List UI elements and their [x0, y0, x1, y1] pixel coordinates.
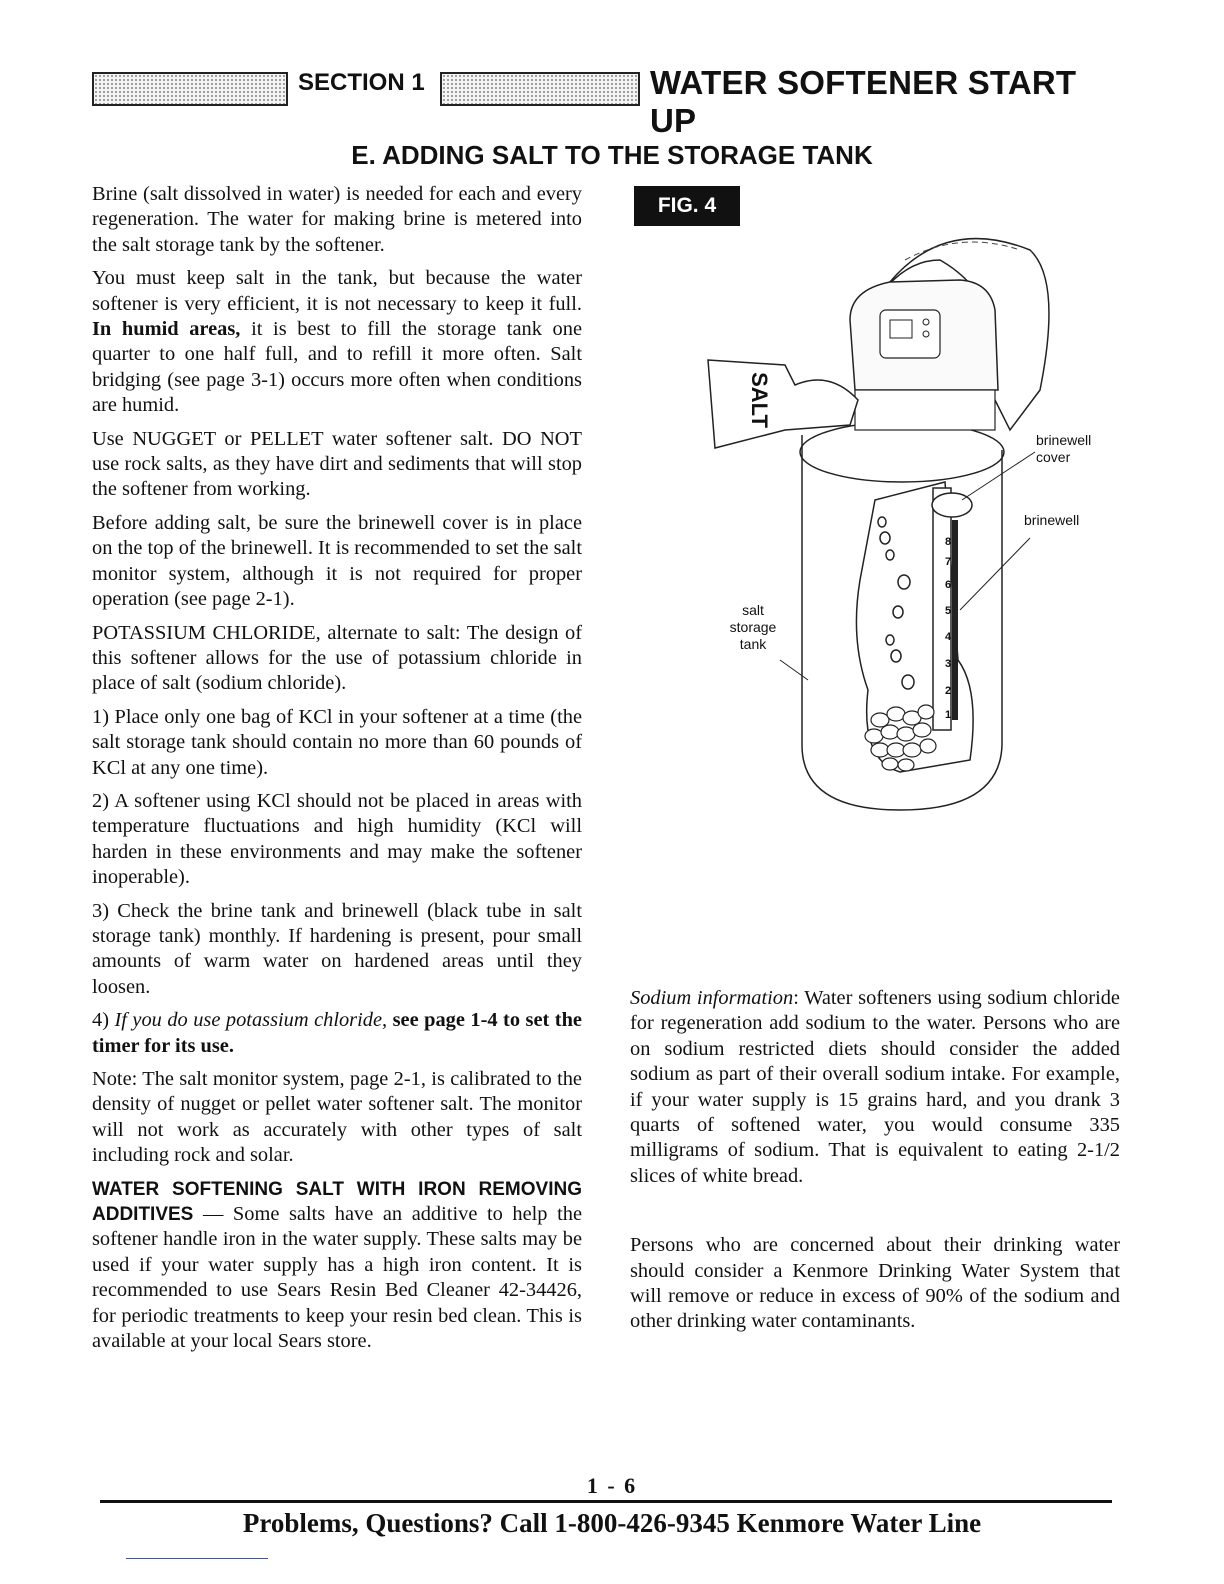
- section-label: SECTION 1: [298, 69, 425, 96]
- paragraph-kcl-step-2: 2) A softener using KCl should not be placed in areas with temperature fluctuations and high humidity (KCl will harden in these environments and may make the softener inoperable).: [92, 789, 582, 889]
- sodium-info-text: : Water softeners using sodium chloride for regeneration add sodium to the water. Persons who are on sodium restricted diets should consider the added sodium as part of their overall sodium intake. For example, if your water supply is 15 grains hard, and you drank 3 quarts of softened water, you would consume 335 milligrams of sodium. That is equivalent to eating 2-1/2 slices of white bread.: [630, 987, 1120, 1187]
- humid-areas-emphasis: In humid areas,: [92, 318, 241, 341]
- section-heading: E. ADDING SALT TO THE STORAGE TANK: [351, 140, 873, 170]
- scale-4: 4: [945, 631, 952, 643]
- paragraph-kcl-step-1: 1) Place only one bag of KCl in your softener at a time (the salt storage tank should contain no more than 60 pounds of KCl at any one time).: [92, 705, 582, 779]
- paragraph-kcl-step-4: [92, 1008, 582, 1059]
- paragraph-sodium-info: [630, 986, 1120, 1189]
- page-number: 1 - 6: [586, 1473, 638, 1498]
- left-column: [92, 182, 582, 1362]
- header-hatch-left: [92, 72, 288, 106]
- paragraph-brine: Brine (salt dissolved in water) is needed for each and every regeneration. The water for making brine is metered into the salt storage tank by the softener.: [92, 183, 582, 256]
- paragraph-kcl-step-3: 3) Check the brine tank and brinewell (black tube in salt storage tank) monthly. If hardening is present, pour small amounts of warm water on hardened areas until they loosen.: [92, 899, 582, 998]
- salt-bag-text: SALT: [747, 372, 772, 428]
- scale-7: 7: [945, 556, 952, 568]
- paragraph-brinewell-cover: Before adding salt, be sure the brinewell cover is in place on the top of the brinewell. It is recommended to set the salt monitor system, although it is not required for proper operation (see page 2-1).: [92, 511, 582, 611]
- scale-2: 2: [945, 685, 952, 697]
- scale-3: 3: [945, 658, 952, 670]
- scale-1: 1: [945, 709, 952, 721]
- keep-salt-text: You must keep salt in the tank, but because the water softener is very efficient, it is not necessary to keep it full.: [92, 267, 582, 315]
- label-brinewell: brinewell: [1024, 512, 1080, 528]
- right-column: [630, 986, 1120, 1343]
- label-brinewell-cover: brinewell cover: [1036, 432, 1092, 465]
- keep-salt-text-2: it is best to fill the storage tank one quarter to one half full, and to refill it more often. Salt bridging (see page 3-1) occurs more often when conditions are humid.: [92, 318, 582, 417]
- paragraph-salt-type: Use NUGGET or PELLET water softener salt. DO NOT use rock salts, as they have dirt and sediments that will stop the softener from working.: [92, 427, 582, 501]
- tank-rim: [800, 422, 1004, 482]
- leader-brinewell: [960, 538, 1030, 610]
- step-4-number: 4): [92, 1009, 109, 1032]
- section-header: [92, 64, 1122, 139]
- display-panel: [880, 310, 940, 358]
- figure-badge: FIG. 4: [634, 186, 740, 226]
- salt-bag: [708, 360, 858, 448]
- lid-inner: [905, 242, 1020, 260]
- iron-additives-heading: WATER SOFTENING SALT WITH IRON REMOVING ADDITIVES: [92, 1178, 582, 1226]
- scale-6: 6: [945, 579, 952, 591]
- paragraph-monitor-note: Note: The salt monitor system, page 2-1, is calibrated to the density of nugget or pellet water softener salt. The monitor will not work as accurately with other types of salt including rock and solar.: [92, 1068, 582, 1167]
- header-hatch-middle: [440, 72, 640, 106]
- paragraph-iron-additives: [92, 1177, 582, 1355]
- bottom-divider: [126, 1558, 268, 1559]
- leader-brinewell-cover: [962, 452, 1035, 500]
- brinewell-cover-cap: [932, 493, 972, 517]
- step-4-italic: If you do use potassium chloride,: [114, 1009, 388, 1032]
- step-4-bold: see page 1-4 to set the timer for its use.: [92, 1009, 582, 1057]
- leader-salt-storage-tank: [780, 660, 808, 680]
- label-salt-storage-tank: salt storage tank: [729, 602, 777, 652]
- scale-8: 8: [945, 536, 952, 548]
- footer-helpline: Problems, Questions? Call 1-800-426-9345 Kenmore Water Line: [242, 1508, 982, 1538]
- paragraph-drinking-water: Persons who are concerned about their drinking water should consider a Kenmore Drinking Water System that will remove or reduce in excess of 90% of the sodium and other drinking water contaminants.: [630, 1234, 1120, 1333]
- sodium-info-label: Sodium information: [630, 987, 794, 1009]
- iron-additives-body: — Some salts have an additive to help the softener handle iron in the water supply. These salts may be used if your water supply has a high iron content. It is recommended to use Sears Resin Bed Cleaner 42-34426, for periodic treatments to keep your resin bed clean. This is available at your local Sears store.: [92, 1203, 582, 1353]
- footer-rule: [100, 1500, 1112, 1503]
- paragraph-keep-salt: [92, 266, 582, 418]
- header-title: WATER SOFTENER START UP: [650, 64, 1077, 139]
- paragraph-potassium-chloride: POTASSIUM CHLORIDE, alternate to salt: The design of this softener allows for the use of potassium chloride in place of salt (sodium chloride).: [92, 621, 582, 695]
- tank-opening: [855, 390, 995, 430]
- scale-5: 5: [945, 605, 952, 617]
